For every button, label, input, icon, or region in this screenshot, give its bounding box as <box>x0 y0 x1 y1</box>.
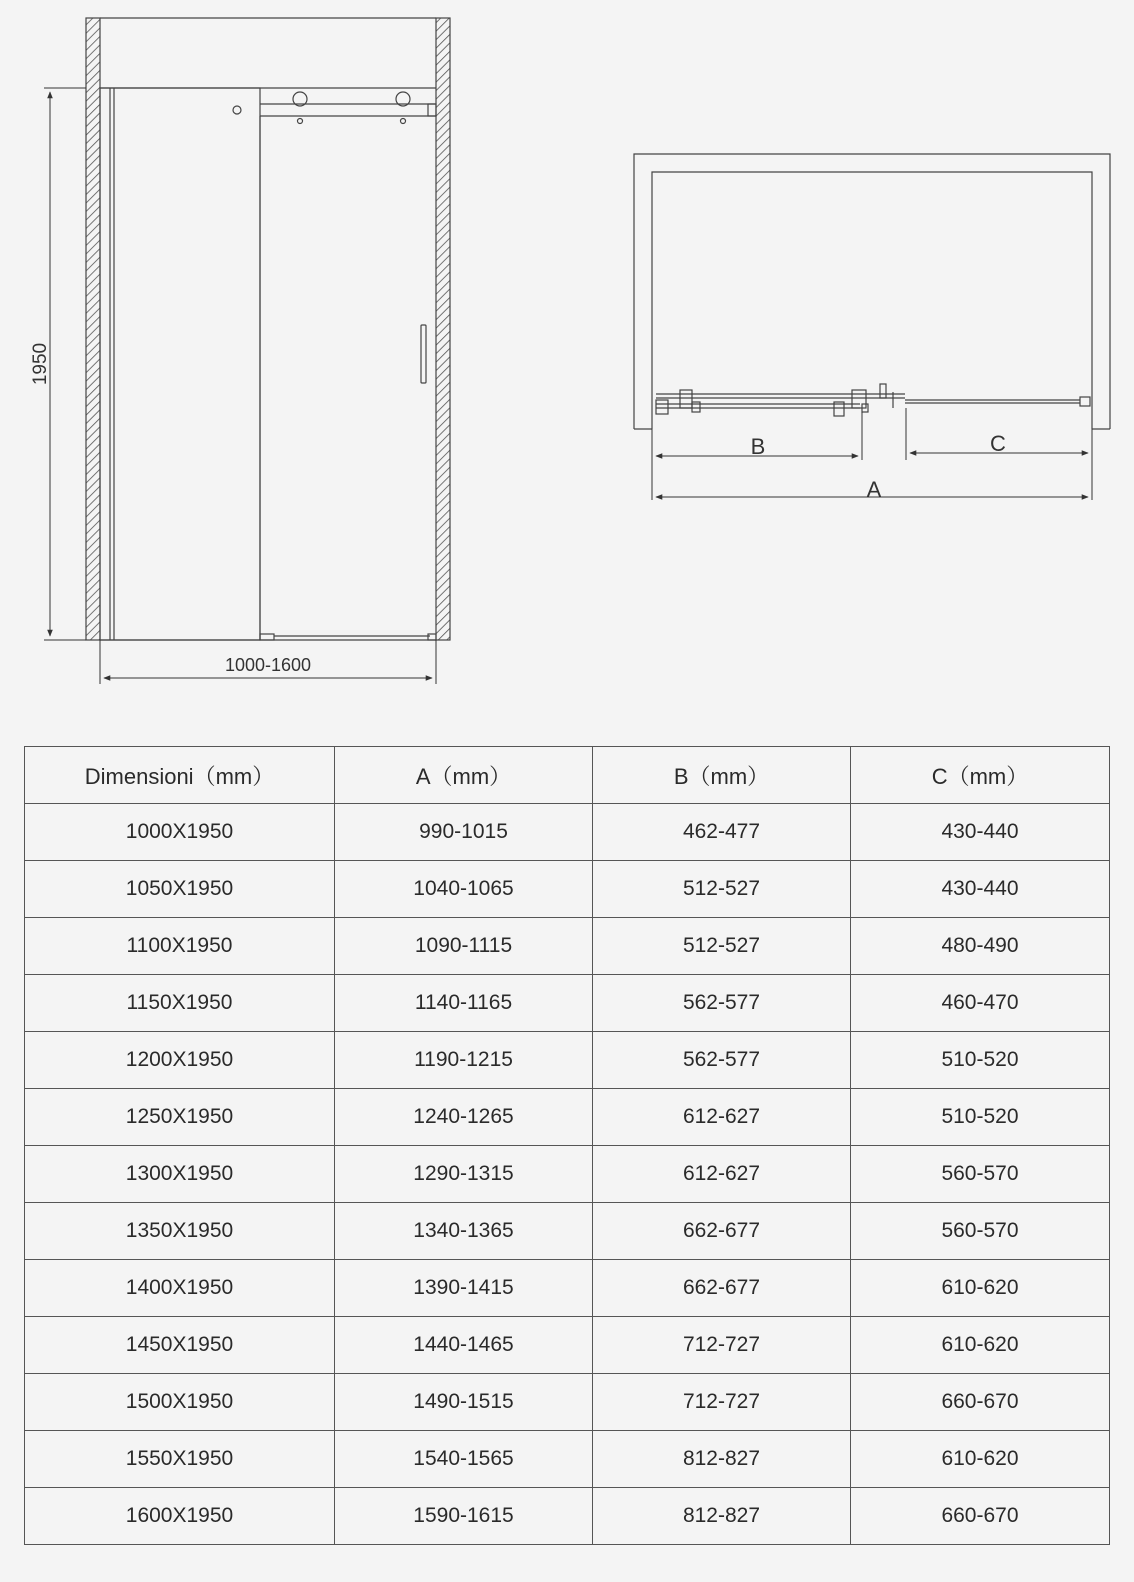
right-wall <box>436 18 450 640</box>
header-b: B（mm） <box>593 747 851 804</box>
table-row <box>25 1431 1110 1488</box>
cell-c: 460-470 <box>851 975 1110 1032</box>
cell-a: 1090-1115 <box>335 918 593 975</box>
cell-b: 812-827 <box>593 1431 851 1488</box>
table-row <box>25 1260 1110 1317</box>
cell-c: 480-490 <box>851 918 1110 975</box>
table-row <box>25 1374 1110 1431</box>
cell-c: 610-620 <box>851 1260 1110 1317</box>
plan-view <box>634 154 1110 429</box>
width-label: 1000-1600 <box>224 655 312 675</box>
table-row <box>25 1032 1110 1089</box>
header-dimensioni: Dimensioni（mm） <box>25 747 335 804</box>
cell-b: 712-727 <box>593 1374 851 1431</box>
cell-a: 1190-1215 <box>335 1032 593 1089</box>
cell-dimension: 1350X1950 <box>25 1203 335 1260</box>
cell-dimension: 1400X1950 <box>25 1260 335 1317</box>
cell-b: 512-527 <box>593 861 851 918</box>
left-wall <box>86 18 100 640</box>
table-row <box>25 1146 1110 1203</box>
plan-label-c: C <box>990 431 1006 456</box>
cell-b: 662-677 <box>593 1260 851 1317</box>
cell-c: 610-620 <box>851 1431 1110 1488</box>
cell-dimension: 1500X1950 <box>25 1374 335 1431</box>
cell-c: 660-670 <box>851 1374 1110 1431</box>
cell-a: 1540-1565 <box>335 1431 593 1488</box>
cell-dimension: 1600X1950 <box>25 1488 335 1545</box>
cell-a: 1340-1365 <box>335 1203 593 1260</box>
cell-b: 662-677 <box>593 1203 851 1260</box>
cell-c: 660-670 <box>851 1488 1110 1545</box>
cell-b: 612-627 <box>593 1089 851 1146</box>
table-body <box>25 804 1110 1545</box>
cell-a: 1490-1515 <box>335 1374 593 1431</box>
door-handle <box>421 325 426 383</box>
dimensions-table <box>24 746 1110 1545</box>
cell-a: 1390-1415 <box>335 1260 593 1317</box>
table-row <box>25 1317 1110 1374</box>
cell-dimension: 1550X1950 <box>25 1431 335 1488</box>
cell-b: 612-627 <box>593 1146 851 1203</box>
cell-a: 1240-1265 <box>335 1089 593 1146</box>
front-view <box>86 18 450 640</box>
table-header <box>25 747 1110 804</box>
cell-c: 430-440 <box>851 861 1110 918</box>
cell-b: 512-527 <box>593 918 851 975</box>
table-row <box>25 918 1110 975</box>
technical-drawings <box>0 0 1134 720</box>
table-row <box>25 861 1110 918</box>
cell-dimension: 1250X1950 <box>25 1089 335 1146</box>
table-row <box>25 1203 1110 1260</box>
plan-fitting-left <box>680 390 692 408</box>
cell-c: 510-520 <box>851 1032 1110 1089</box>
plan-label-b: B <box>750 434 766 459</box>
table-row <box>25 804 1110 861</box>
table-row <box>25 975 1110 1032</box>
cell-dimension: 1200X1950 <box>25 1032 335 1089</box>
table-row <box>25 1488 1110 1545</box>
cell-dimension: 1100X1950 <box>25 918 335 975</box>
cell-b: 462-477 <box>593 804 851 861</box>
cell-dimension: 1000X1950 <box>25 804 335 861</box>
cell-c: 560-570 <box>851 1146 1110 1203</box>
cell-a: 1440-1465 <box>335 1317 593 1374</box>
header-c: C（mm） <box>851 747 1110 804</box>
plan-fitting-mid <box>852 390 866 408</box>
cell-b: 562-577 <box>593 1032 851 1089</box>
cell-dimension: 1150X1950 <box>25 975 335 1032</box>
cell-b: 562-577 <box>593 975 851 1032</box>
cell-a: 1040-1065 <box>335 861 593 918</box>
header-a: A（mm） <box>335 747 593 804</box>
cell-c: 560-570 <box>851 1203 1110 1260</box>
cell-a: 990-1015 <box>335 804 593 861</box>
plan-label-a: A <box>866 477 882 502</box>
cell-a: 1140-1165 <box>335 975 593 1032</box>
cell-b: 812-827 <box>593 1488 851 1545</box>
table-row <box>25 1089 1110 1146</box>
cell-c: 610-620 <box>851 1317 1110 1374</box>
cell-c: 510-520 <box>851 1089 1110 1146</box>
cell-b: 712-727 <box>593 1317 851 1374</box>
cell-a: 1590-1615 <box>335 1488 593 1545</box>
cell-a: 1290-1315 <box>335 1146 593 1203</box>
header-row <box>25 747 1110 804</box>
cell-dimension: 1300X1950 <box>25 1146 335 1203</box>
fixed-panel <box>100 88 260 640</box>
cell-dimension: 1450X1950 <box>25 1317 335 1374</box>
height-label: 1950 <box>30 342 51 386</box>
cell-c: 430-440 <box>851 804 1110 861</box>
cell-dimension: 1050X1950 <box>25 861 335 918</box>
